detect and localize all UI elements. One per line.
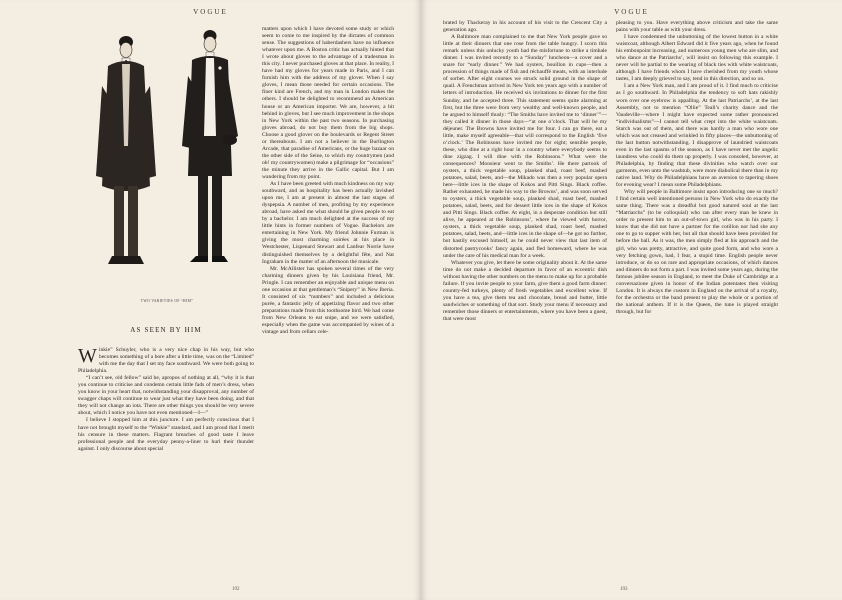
figure-overcoat — [96, 36, 156, 264]
paragraph: I have condemned the unbuttoning of the lowest button in a white waistcoat, although Albert Edward did it five years ago, when he found his embonpoint increasing, and numerous young men who are slim, and who dance at the Patriarchs’, will insist on following this example. I never will be partial to the wearing of black ties with white waistcoats, although I have friends whom I have cherished from my youth whose tastes, I am deeply grieved to say, tend in this direction, and so on. — [616, 34, 778, 83]
paragraph: pleasing to you. Have everything above criticism and take the same pains with your table as with your dress. — [616, 20, 778, 34]
right-page-column-2 — [616, 20, 778, 580]
paragraph: I believe I stopped him at this juncture. I am perfectly conscious that I have not brought myself to the “Winkie” standard, and I am proud that I merit his censure in these matters. Flagrant breaches of good taste I leave professional people and the everyday penny-a-liner to hurl their thunder against. I only discourse about special — [78, 417, 254, 452]
running-head-left: VOGUE — [193, 8, 228, 16]
paragraph: Why will people in Baltimore insist upon introducing one so much? I find certain well intentioned persons in New York who do exactly the same thing. There was a dreadful but good natured soul at the last “Matriarchs” (to be colloquial) who ran after every man he knew in order to present him to an out-of-town girl, who was in his party. I know that she did not have a partner for the cotillon nor had she any one to go to supper with her, but all that should have been provided for before the ball. As it was, the men simply fled at his approach and the girl, who was pretty, attractive, and quite good form, and who wore a very fetching gown, had, I fear, a stupid time. English people never introduce, or do so on rare and appropriate occasions, of which dances and dinners do not form a part. I was invited some years ago, during the famous jubilee season in England, to meet the Duke of Cambridge at a conversazione given in honor of the Indian potentates then visiting London. It is always the custom in England on the arrival of a royalty, for the orchestra or the band present to play the whole or a portion of the national anthem. If it is the Queen, the tune is played straight through, but for — [616, 189, 778, 315]
paragraph: A Baltimore man complained to me that New York people gave so little at their dinners that one rose from the table hungry. I scorn this remark unless this unlucky youth had the misfortune to strike a timbale dinner. I was invited recently to a “Sunday” luncheon—a cover and a snare for “early dinner.” We had oysters, bouillon in cups—then a procession of things made of fish and réchauffé meats, with an interlude of sorbet. After eight courses we struck solid ground in the shape of quail. A Frenchman arrived in New York ten years ago with a number of letters of introduction. He received six invitations to dinner for the first Sunday, and he accepted three. This statement seems quite alarming at first, but the three were from very wealthy and well-known people, and he argued to himself thusly: “The Smiths have invited me to ‘dinner’”—they called it dinner in those days—“at one o’clock. That will be my déjeuner. The Browns have invited me for four. I can go there, eat a little, make myself agreeable—that will correspond to the English ‘five o’clock.’ The Robinsons have invited me for eight; sensible people, these, who dine at a right hour in a country where everybody seems to dine zigzag. I will dine with the Robinsons.” What were the consequences? Monsieur went to the Smiths’. He there partook of oysters, a thick vegetable soup, planked shad, roast beef, mashed potatoes, salad, beets, and—the Mikado was then a very popular opera here—little ices in the shape of Kokos and Pitti Sings. Black coffee. Rather exhausted, he made his way to the Browns’, and was soon served to oysters, a thick vegetable soup, planked shad, roast beef, mashed potatoes, salad, beets, and for dessert little ices in the shape of Kokos and Pitti Sings. Black coffee. At eight, in a desperate condition but still alive, he appeared at the Robinsons’, where he viewed with horror, oysters, a thick vegetable soup, planked shad, roast beef, mashed potatoes, salad, beets, and—little ices in the shape of—he got no further, but hastily excused himself, as he could never view that last item of distorted pastrycooks’ fancy again, and fled homeward, where he was under the care of his medical man for a week. — [443, 34, 607, 259]
paragraph: brated by Thackeray in his account of his visit to the Crescent City a generation ago. — [443, 20, 607, 34]
paragraph: I am a New York man, and I am proud of it. I find much to criticise as I go southward. In Philadelphia the tendency to soft hats rakishly worn over one eyebrow is appalling. At the last Patriarchs’, at the last Assembly, not to mention “Ollie” Teall’s charity dance and the Vaudeville—where I might have expected some rather pronounced “individualisms”—I cannot tell what crept into the white waistcoats. Starch was out of them, and there was hardly a man who wore one which was not creased and wrinkled in fifty places—the unbuttoning of the last button notwithstanding. I disapprove of laundried waistcoats even in the last spasms of the season, as I have never met the angelic laundress who could do them up properly. I was consoled, however, at Philadelphia, by finding that these divinities who watch over our garments, even unto the washtub, were more diabolical there than in my native land. Why do Philadelphians have an aversion to tapering shoes for evening wear? I mean some Philadelphians. — [616, 83, 778, 189]
drop-cap: W — [78, 347, 97, 367]
running-head-right: VOGUE — [614, 8, 649, 16]
paragraph: Mr. McAllister has spoken several times of the very charming dinners given by his Louisiana friend, Mr. Pringle. I can remember an enjoyable and unique menu on one occasion at that gentleman’s “Snipery” in New Iberia. It consisted of six “numbers” and included a delicious purée, a fantastic jelly of appetizing flavor and two other preparations made from this toothsome bird. We had come from New Orleans to eat snipe, and we were satisfied, especially when the game was accompanied by wines of a vintage and from cellars cele- — [262, 265, 394, 336]
paragraph: “I can’t see, old fellow” said he, apropos of nothing at all, “why it is that you continue to criticise and condemn certain little fads of men’s dress, when you know in your heart that, notwithstanding your disapproval, any number of swagger chaps will continue to wear just what they have been doing, and that they will not change an iota. There are other things you should be very severe about, which I notice you have not even mentioned—I—” — [78, 375, 254, 417]
right-page — [421, 0, 842, 600]
fashion-illustration — [78, 26, 256, 296]
opening-paragraph — [78, 347, 254, 375]
illustration-block — [78, 26, 256, 316]
two-gentlemen-drawing — [78, 26, 256, 296]
paragraph: Whatever you give, let there be some originality about it. At the same time do not make a decided departure in favor of an eccentric dish without having the other numbers on the menu to make up for a probable failure. If you invite people to your farm, give them a good farm dinner: country-fed turkeys, plenty of fresh vegetables and excellent wine. If you have a tea, give them tea and chocolate, bread and butter, little sandwiches or something of that sort. Study your menu if necessary and remember those dinners or entertainments, where you have been a guest, that were most — [443, 259, 607, 322]
illustration-caption: TWO VARIETIES OF “HIM” — [140, 299, 194, 303]
figure-evening-dress — [182, 30, 238, 262]
page-number-right: 193 — [620, 587, 628, 592]
opening-text: inkie” Schuyler, who is a very nice chap in his way, but who becomes something of a bore after a little time, was on the “Limited” with me the day that I set my face southward. We were both going to Philadelphia. — [78, 347, 254, 375]
article-title: AS SEEN BY HIM — [130, 326, 202, 334]
page-number-left: 192 — [232, 587, 240, 592]
left-page-column-2 — [262, 26, 394, 586]
left-page-column-1 — [78, 347, 254, 587]
paragraph: As I have been greeted with much kindness on my way southward, and as hospitality has been actually lavished upon me, I am at present in almost the last stages of dyspepsia. A number of men, profiting by my experience abroad, have asked me what should be given people to eat by a bachelor. I am much delighted at the success of my little hints in former numbers of Vogue. Bachelors are entertaining in New York. My friend Johnnie Furman is giving the most charming soirées at his place in Westchester, Lispenard Stewart and Lanfear Norrie have distinguished themselves by a delightful fête, and Nat Ingraham in the matter of an afternoon thé musicale. — [262, 181, 394, 265]
right-page-column-1 — [443, 20, 607, 580]
paragraph: matters upon which I have devoted some study or which seem to come to me inspired by the dictates of common sense. The suggestions of haberdashers have no influence whatever upon me. A Boston critic has actually hinted that I wrote about gloves to the advantage of a tradesman in this city. I never purchased gloves at that place. In reality, I have had my gloves for years made in Paris, and I can furnish him with the address of my glover. When I say gloves, I mean those needed for certain occasions. The finer kind are French, and my man in London makes the others. I should be delighted to recommend an American house or an American importer. We are, however, a bit behind in gloves, but I see much improvement in the shops in New York within the past two seasons. In purchasing gloves abroad, do not buy them from the big shops. Choose a good glover on the boulevards or Regent Street or thereabouts. I am not a believer in the Burlington Arcade, that paradise of Americans, or the huge bazaar on the other side of the Seine, to which my countrymen (and oh! my countrywomen) make a pilgrimage for “occasions” the minute they arrive in the Gallic capital. But I am wandering from my point. — [262, 26, 394, 180]
